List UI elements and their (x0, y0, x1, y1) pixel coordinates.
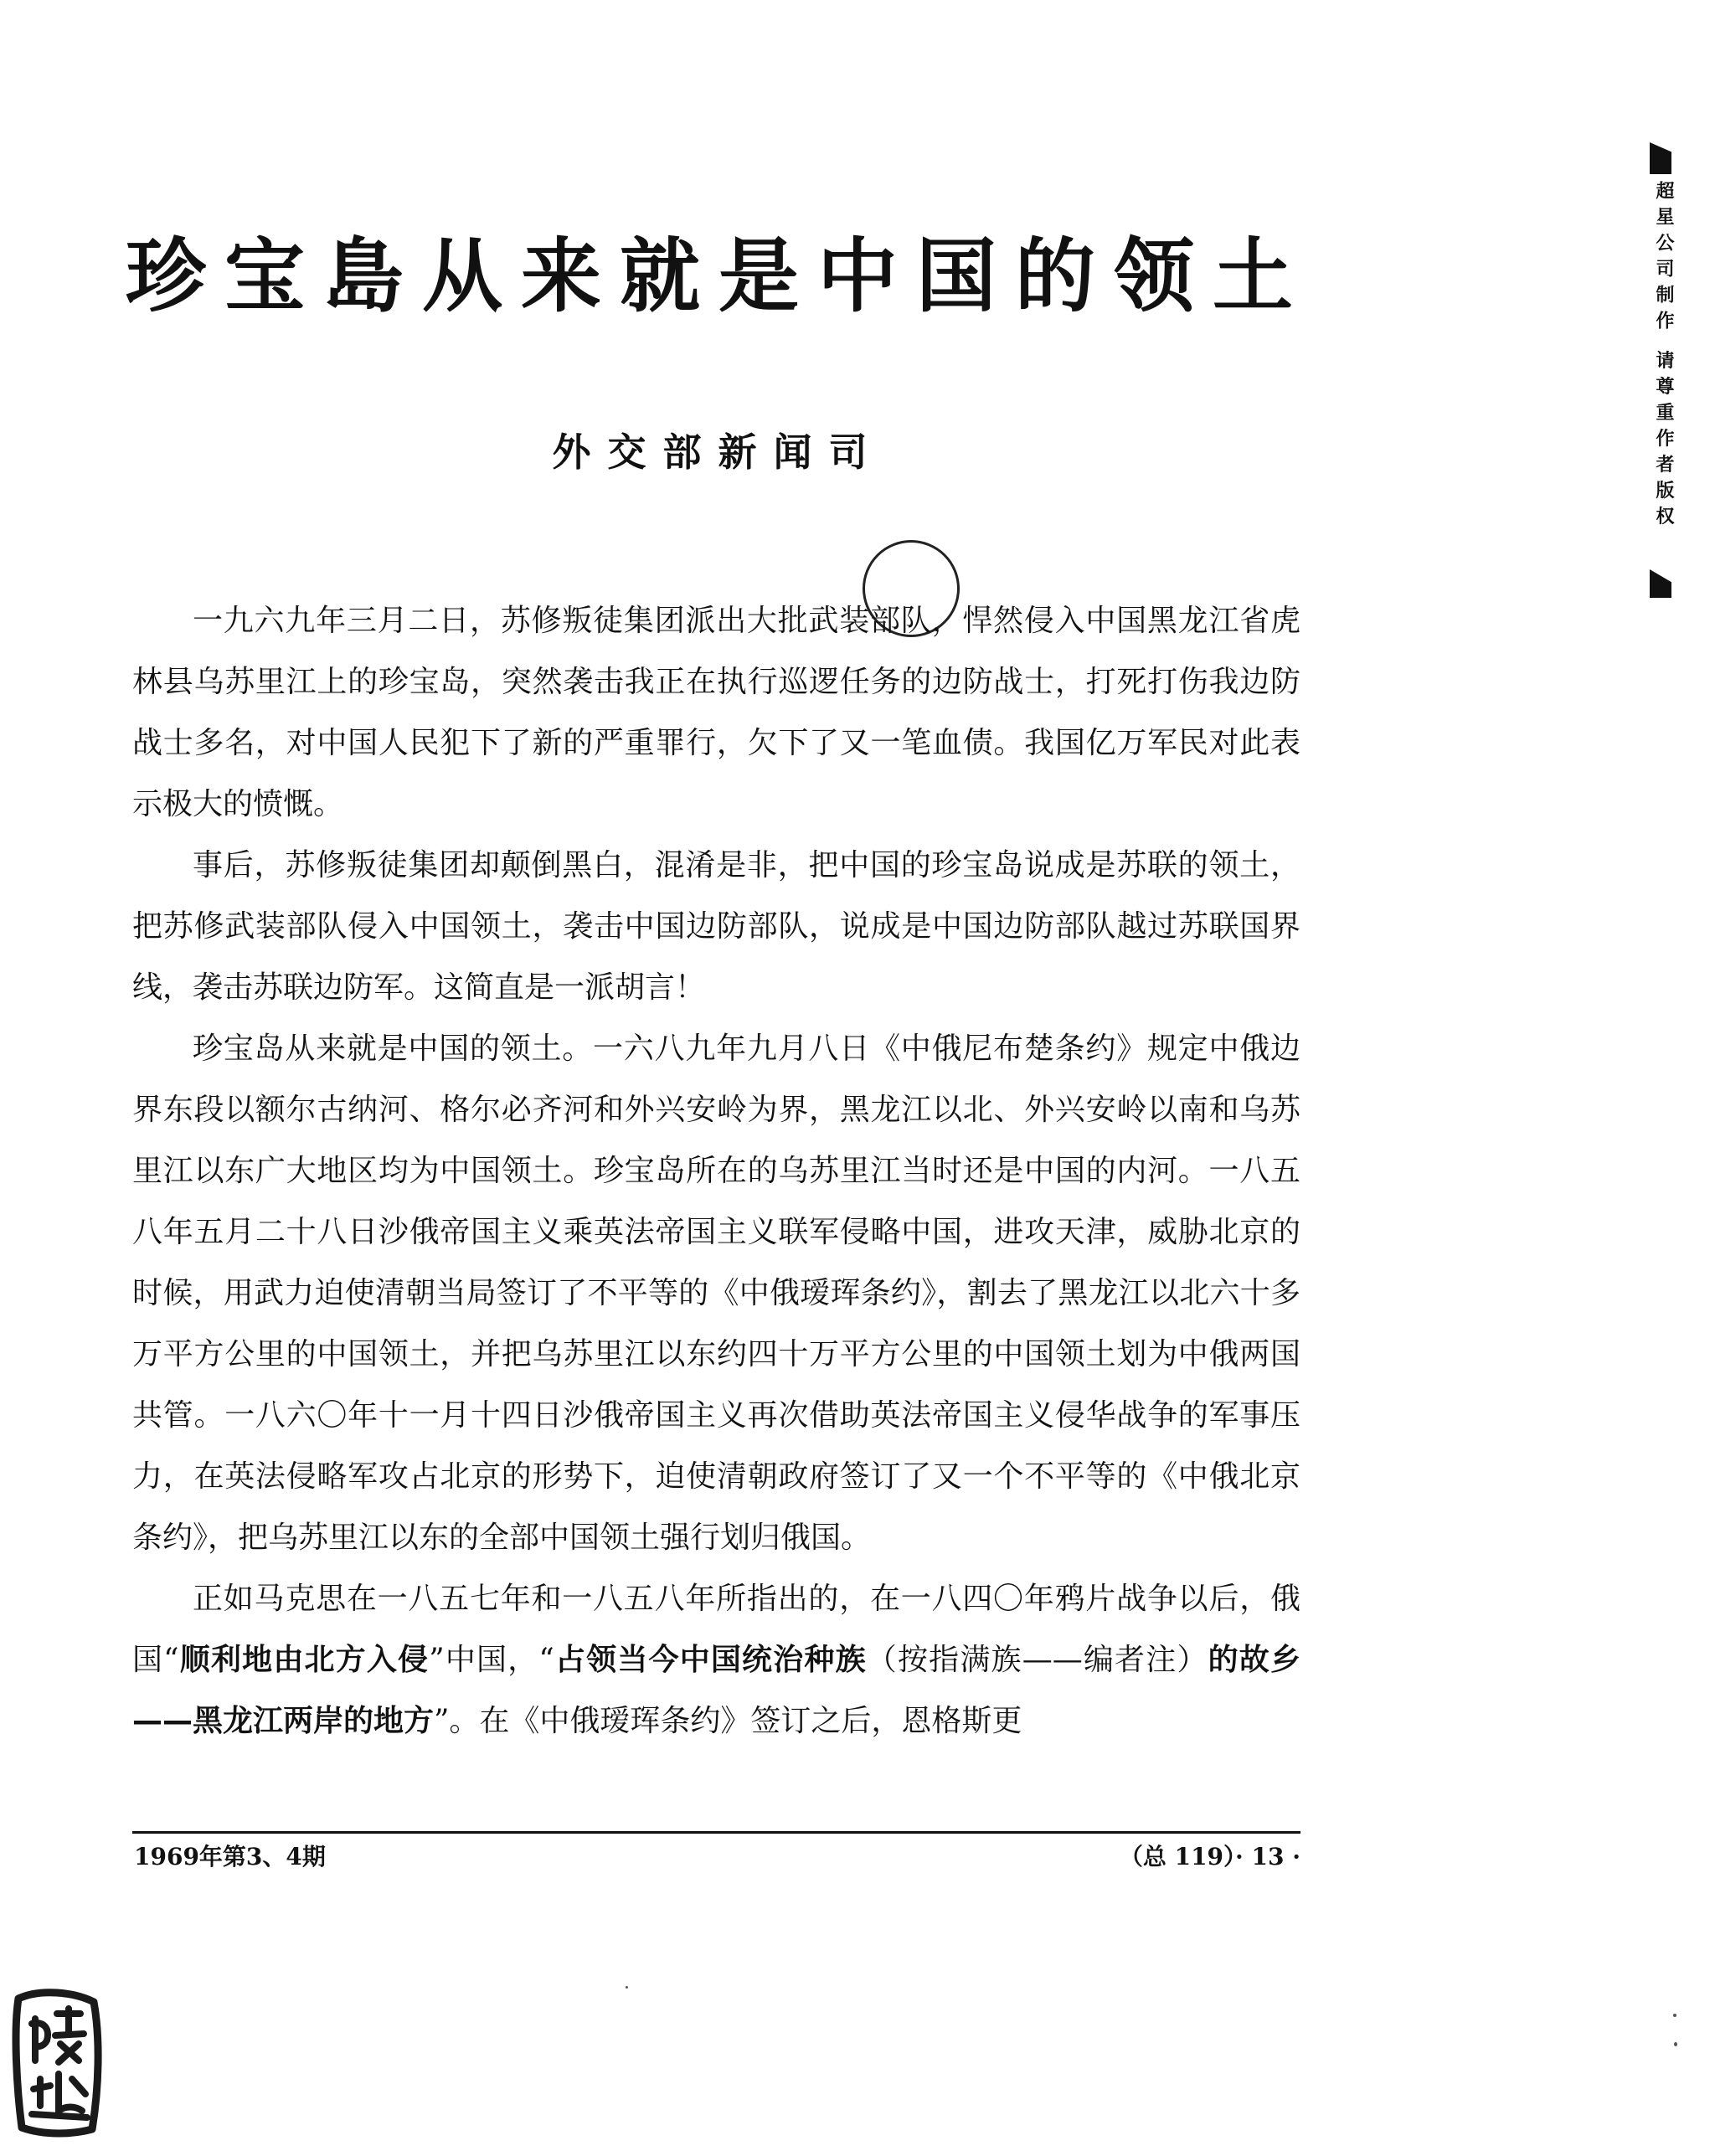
text-run: 珍宝岛从来就是中国的领土。一六八九年九月八日《中俄尼布楚条约》规定中俄边界东段以额尔古纳河、格尔必齐河和外兴安岭为界，黑龙江以北、外兴安岭以南和乌苏里江以东广大地区均为中国领土。珍宝岛所在的乌苏里江当时还是中国的内河。一八五八年五月二十八日沙俄帝国主义乘英法帝国主义联军侵略中国，进攻天津，威胁北京的时候，用武力迫使清朝当局签订了不平等的《中俄瑷珲条约》，割去了黑龙江以北六十多万平方公里的中国领土，并把乌苏里江以东约四十万平方公里的中国领土划为中俄两国共管。一八六〇年十一月十四日沙俄帝国主义再次借助英法帝国主义侵华战争的军事压力，在英法侵略军攻占北京的形势下，迫使清朝政府签订了又一个不平等的《中俄北京条约》，把乌苏里江以东的全部中国领土强行划归俄国。 (132, 1032, 1300, 1555)
bold-quote-run: 占领当今中国统治种族 (554, 1643, 867, 1677)
text-run: ”中国，“ (429, 1643, 554, 1677)
article-body (132, 590, 1300, 1752)
footer-divider (132, 1831, 1300, 1834)
side-bar-bottom-mark (1650, 569, 1671, 598)
text-run: 正如马克思在一八五七年和一八五八年所指出的，在一八四〇年鸦片战争以后，俄国“ (132, 1582, 1300, 1677)
side-watermark (1650, 142, 1683, 594)
text-run: （按指满族——编者注） (866, 1643, 1208, 1677)
footer-page-number: （总 119）· 13 · (1119, 1843, 1300, 1870)
seal-stamp (7, 1980, 106, 2139)
side-watermark-text: 超星公司制作 请尊重作者版权 (1653, 181, 1674, 533)
body-paragraph (132, 835, 1300, 1018)
text-run: 事后，苏修叛徒集团却颠倒黑白，混淆是非，把中国的珍宝岛说成是苏联的领土，把苏修武装部队侵入中国领土，袭击中国边防部队，说成是中国边防部队越过苏联国界线，袭击苏联边防军。这简直是一派胡言！ (132, 848, 1300, 1005)
article-title: 珍宝島从来就是中国的领土 (126, 229, 1311, 323)
bold-quote-run: 的故乡——黑龙江两岸的地方 (132, 1643, 1300, 1738)
side-bar-top-mark (1650, 142, 1671, 174)
text-run: ”。在《中俄瑷珲条约》签订之后，恩格斯更 (434, 1704, 1022, 1738)
footer-issue: 1969年第3、4期 (134, 1843, 326, 1870)
scan-speck (626, 1986, 628, 1989)
scan-speck (1674, 2042, 1677, 2046)
scan-speck (1673, 2014, 1676, 2017)
bold-quote-run: 顺利地由北方入侵 (178, 1643, 430, 1677)
article-author: 外交部新闻司 (552, 430, 884, 475)
body-paragraph (132, 1018, 1300, 1568)
text-run: 一九六九年三月二日，苏修叛徒集团派出大批武装部队，悍然侵入中国黑龙江省虎林县乌苏里江上的珍宝岛，突然袭击我正在执行巡逻任务的边防战士，打死打伤我边防战士多名，对中国人民犯下了新的严重罪行，欠下了又一笔血债。我国亿万军民对此表示极大的愤慨。 (132, 604, 1300, 821)
body-paragraph (132, 1568, 1300, 1752)
body-paragraph (132, 590, 1300, 835)
